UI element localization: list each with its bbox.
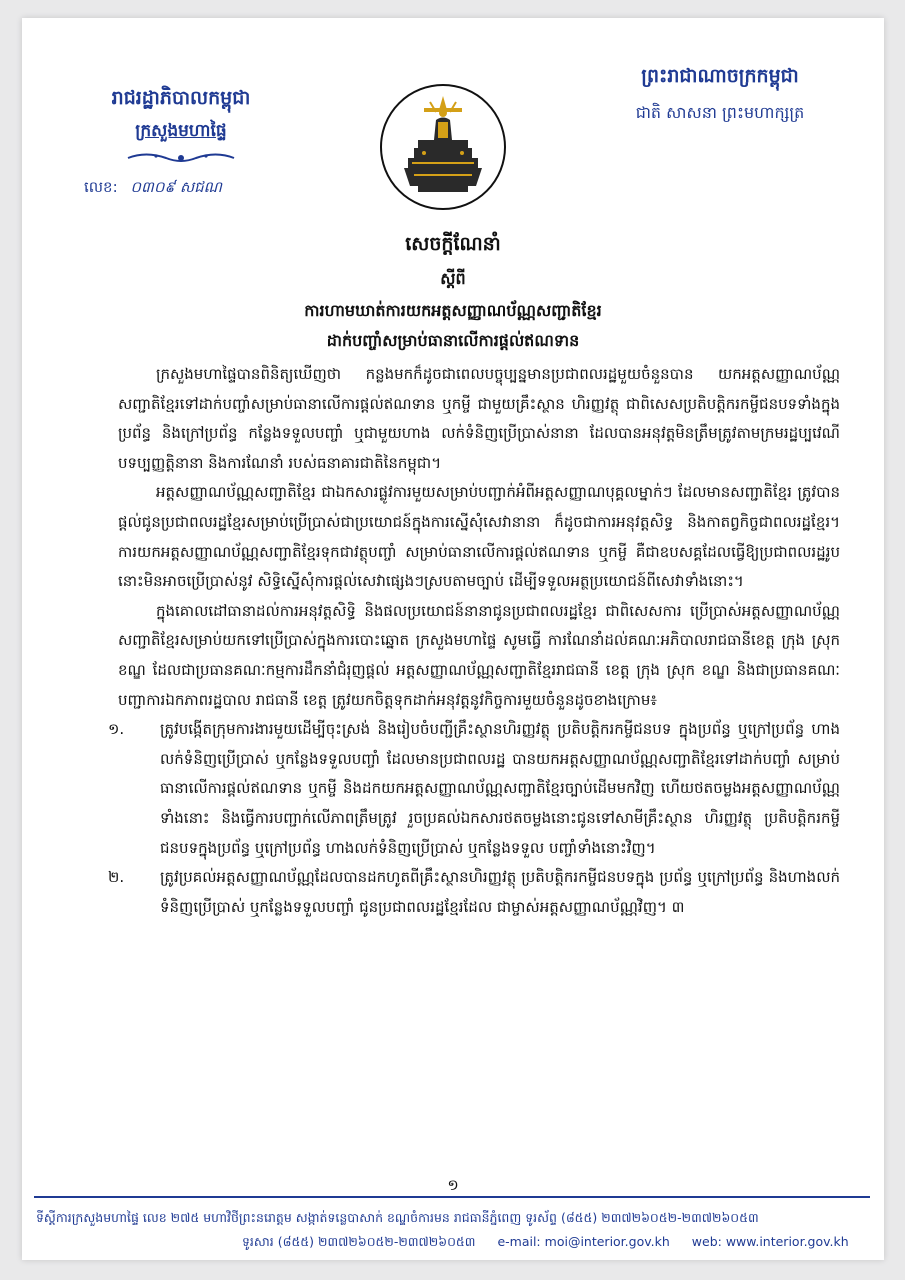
document-page <box>22 18 884 1260</box>
email-label: e-mail: <box>497 1234 541 1249</box>
list-item <box>58 715 840 863</box>
royal-emblem-icon <box>378 82 508 212</box>
page-number: ១ <box>447 1176 459 1194</box>
web-link[interactable]: www.interior.gov.kh <box>725 1234 849 1249</box>
title-subject-line-2: ដាក់បញ្ចាំសម្រាប់ធានាលើការផ្តល់ឥណទាន <box>326 331 580 350</box>
list-item-text: ត្រូវបង្កើតក្រុមការងារមួយដើម្បីចុះស្រង់ និងរៀបចំបញ្ជីគ្រឹះស្ថានហិរញ្ញវត្ថុ ប្រតិបត្តិករកម្ចីជនបទ ក្នុងប្រព័ន្ធ ឬក្រៅប្រព័ន្ធ ហាងលក់ទំនិញប្រើប្រាស់ ឬកន្លែងទទួលបញ្ចាំ ដែលមានប្រជាពលរដ្ឋ បានយកអត្តសញ្ញាណប័ណ្ណសញ្ជាតិខ្មែរទៅដាក់បញ្ចាំ សម្រាប់ធានាលើការផ្តល់ឥណទាន ឬកម្ចី និងដកយកអត្តសញ្ញាណប័ណ្ណសញ្ជាតិខ្មែរច្បាប់ដើមមកវិញ ហើយថតចម្លងអត្តសញ្ញាណប័ណ្ណ ទាំងនោះ និងធ្វើការបញ្ជាក់លើភាពត្រឹមត្រូវ រួចប្រគល់ឯកសារថតចម្លងនោះជូនទៅសាមីគ្រឹះស្ថាន ហិរញ្ញវត្ថុ ប្រតិបត្តិករកម្ចីជនបទក្នុងប្រព័ន្ធ ឬក្រៅប្រព័ន្ធ ហាងលក់ទំនិញប្រើប្រាស់ ឬកន្លែងទទួល បញ្ចាំទាំងនោះវិញ។ <box>160 720 840 857</box>
list-item-text: ត្រូវប្រគល់អត្តសញ្ញាណប័ណ្ណដែលបានដកហូតពីគ្រឹះស្ថានហិរញ្ញវត្ថុ ប្រតិបត្តិករកម្ចីជនបទក្នុង ប្រព័ន្ធ ឬក្រៅប្រព័ន្ធ និងហាងលក់ទំនិញប្រើប្រាស់ ឬកន្លែងទទួលបញ្ចាំ ជូនប្រជាពលរដ្ឋខ្មែរដែល ជាម្ចាស់អត្តសញ្ញាណប័ណ្ណវិញ។ ៣ <box>160 868 840 916</box>
paragraph-3: ក្នុងគោលដៅធានាដល់ការអនុវត្តសិទ្ធិ និងផលប្រយោជន៍នានាជូនប្រជាពលរដ្ឋខ្មែរ ជាពិសេសការ ប្រើប្រាស់អត្តសញ្ញាណប័ណ្ណសញ្ជាតិខ្មែរសម្រាប់យកទៅប្រើប្រាស់ក្នុងការបោះឆ្នោត ក្រសួងមហាផ្ទៃ សូមធ្វើ ការណែនាំដល់គណៈអភិបាលរាជធានីខេត្ត ក្រុង ស្រុក ខណ្ឌ ដែលជាប្រធានគណៈកម្មការដឹកនាំជំរុញផ្តល់ អត្តសញ្ញាណប័ណ្ណសញ្ជាតិខ្មែររាជធានី ខេត្ត ក្រុង ស្រុក ខណ្ឌ និងជាប្រធានគណៈបញ្ជាការឯកភាពរដ្ឋបាល រាជធានី ខេត្ត ត្រូវយកចិត្តទុកដាក់អនុវត្តនូវកិច្ចការមួយចំនួនដូចខាងក្រោម៖ <box>118 601 840 709</box>
title-subject-line-1: ការហាមឃាត់ការយកអត្តសញ្ញាណប័ណ្ណសញ្ជាតិខ្មែរ <box>304 301 602 320</box>
kingdom-name: ព្រះរាជាណាចក្រកម្ពុជា <box>641 65 799 87</box>
government-name: រាជរដ្ឋាភិបាលកម្ពុជា <box>111 87 251 109</box>
kingdom-header <box>602 64 838 126</box>
letter-number-label: លេខ: <box>84 178 118 196</box>
web-label: web: <box>691 1234 722 1249</box>
footer-address: ទីស្តីការក្រសួងមហាផ្ទៃ លេខ ២៧៥ មហាវិថីព្រះនរោត្តម សង្កាត់ទន្លេបាសាក់ ខណ្ឌចំការមន រាជធានីភ្នំពេញ ទូរស័ព្ទ (៨៥៥) ២៣៧២៦០៥២-២៣៧២៦០៥៣ <box>36 1210 759 1225</box>
instruction-list <box>58 715 840 922</box>
list-item <box>58 863 840 922</box>
document-title <box>22 232 884 360</box>
letter-number <box>84 178 222 200</box>
footer-divider <box>34 1196 870 1198</box>
footer-contact-row <box>36 1230 870 1254</box>
paragraph-1: ក្រសួងមហាផ្ទៃបានពិនិត្យឃើញថា កន្លងមកក៏ដូចជាពេលបច្ចុប្បន្នមានប្រជាពលរដ្ឋមួយចំនួនបាន យកអត្តសញ្ញាណប័ណ្ណសញ្ជាតិខ្មែរទៅដាក់បញ្ចាំសម្រាប់ធានាលើការផ្តល់ឥណទាន ឬកម្ចី ជាមួយគ្រឹះស្ថាន ហិរញ្ញវត្ថុ ជាពិសេសប្រតិបត្តិករកម្ចីជនបទទាំងក្នុងប្រព័ន្ធ និងក្រៅប្រព័ន្ធ កន្លែងទទួលបញ្ចាំ ឬជាមួយហាង លក់ទំនិញប្រើប្រាស់នានា ដែលបានអនុវត្តមិនត្រឹមត្រូវតាមក្រមរដ្ឋប្បវេណី បទប្បញ្ញត្តិនានា និងការណែនាំ របស់ធនាគារជាតិនៃកម្ពុជា។ <box>118 365 840 472</box>
ministry-header <box>76 86 286 167</box>
ornament-divider-icon <box>126 149 236 167</box>
footer <box>36 1206 870 1254</box>
document-body <box>108 360 840 922</box>
title-about: ស្តីពី <box>440 269 466 288</box>
letter-number-value: ០៣០៩ សជណ <box>130 178 222 196</box>
paragraph-2: អត្តសញ្ញាណប័ណ្ណសញ្ជាតិខ្មែរ ជាឯកសារផ្លូវការមួយសម្រាប់បញ្ជាក់អំពីអត្តសញ្ញាណបុគ្គលម្នាក់ៗ ដែលមានសញ្ជាតិខ្មែរ ត្រូវបានផ្តល់ជូនប្រជាពលរដ្ឋខ្មែរសម្រាប់ប្រើប្រាស់ជាប្រយោជន៍ក្នុងការស្នើសុំសេវានានា ក៏ដូចជាការអនុវត្តសិទ្ធ និងកាតព្វកិច្ចជាពលរដ្ឋខ្មែរ។ ការយកអត្តសញ្ញាណប័ណ្ណសញ្ជាតិខ្មែរទុកជាវត្ថុបញ្ចាំ សម្រាប់ធានាលើការផ្តល់ឥណទាន ឬកម្ចី គឺជាឧបសគ្គដែលធ្វើឱ្យប្រជាពលរដ្ឋរូបនោះមិនអាចប្រើប្រាស់នូវ សិទ្ធិស្នើសុំការផ្តល់សេវាផ្សេងៗស្របតាមច្បាប់ ដើម្បីទទួលអត្ថប្រយោជន៍ពីសេវាទាំងនោះ។ <box>118 483 840 591</box>
footer-fax: ទូរសារ (៨៥៥) ២៣៧២៦០៥២-២៣៧២៦០៥៣ <box>242 1234 476 1249</box>
national-motto: ជាតិ សាសនា ព្រះមហាក្សត្រ <box>635 103 805 122</box>
email-link[interactable]: moi@interior.gov.kh <box>544 1234 670 1249</box>
ministry-name: ក្រសួងមហាផ្ទៃ <box>135 121 227 141</box>
list-item-number: ២. <box>108 868 125 887</box>
title-main: សេចក្តីណែនាំ <box>405 233 501 255</box>
list-item-number: ១. <box>108 720 125 739</box>
